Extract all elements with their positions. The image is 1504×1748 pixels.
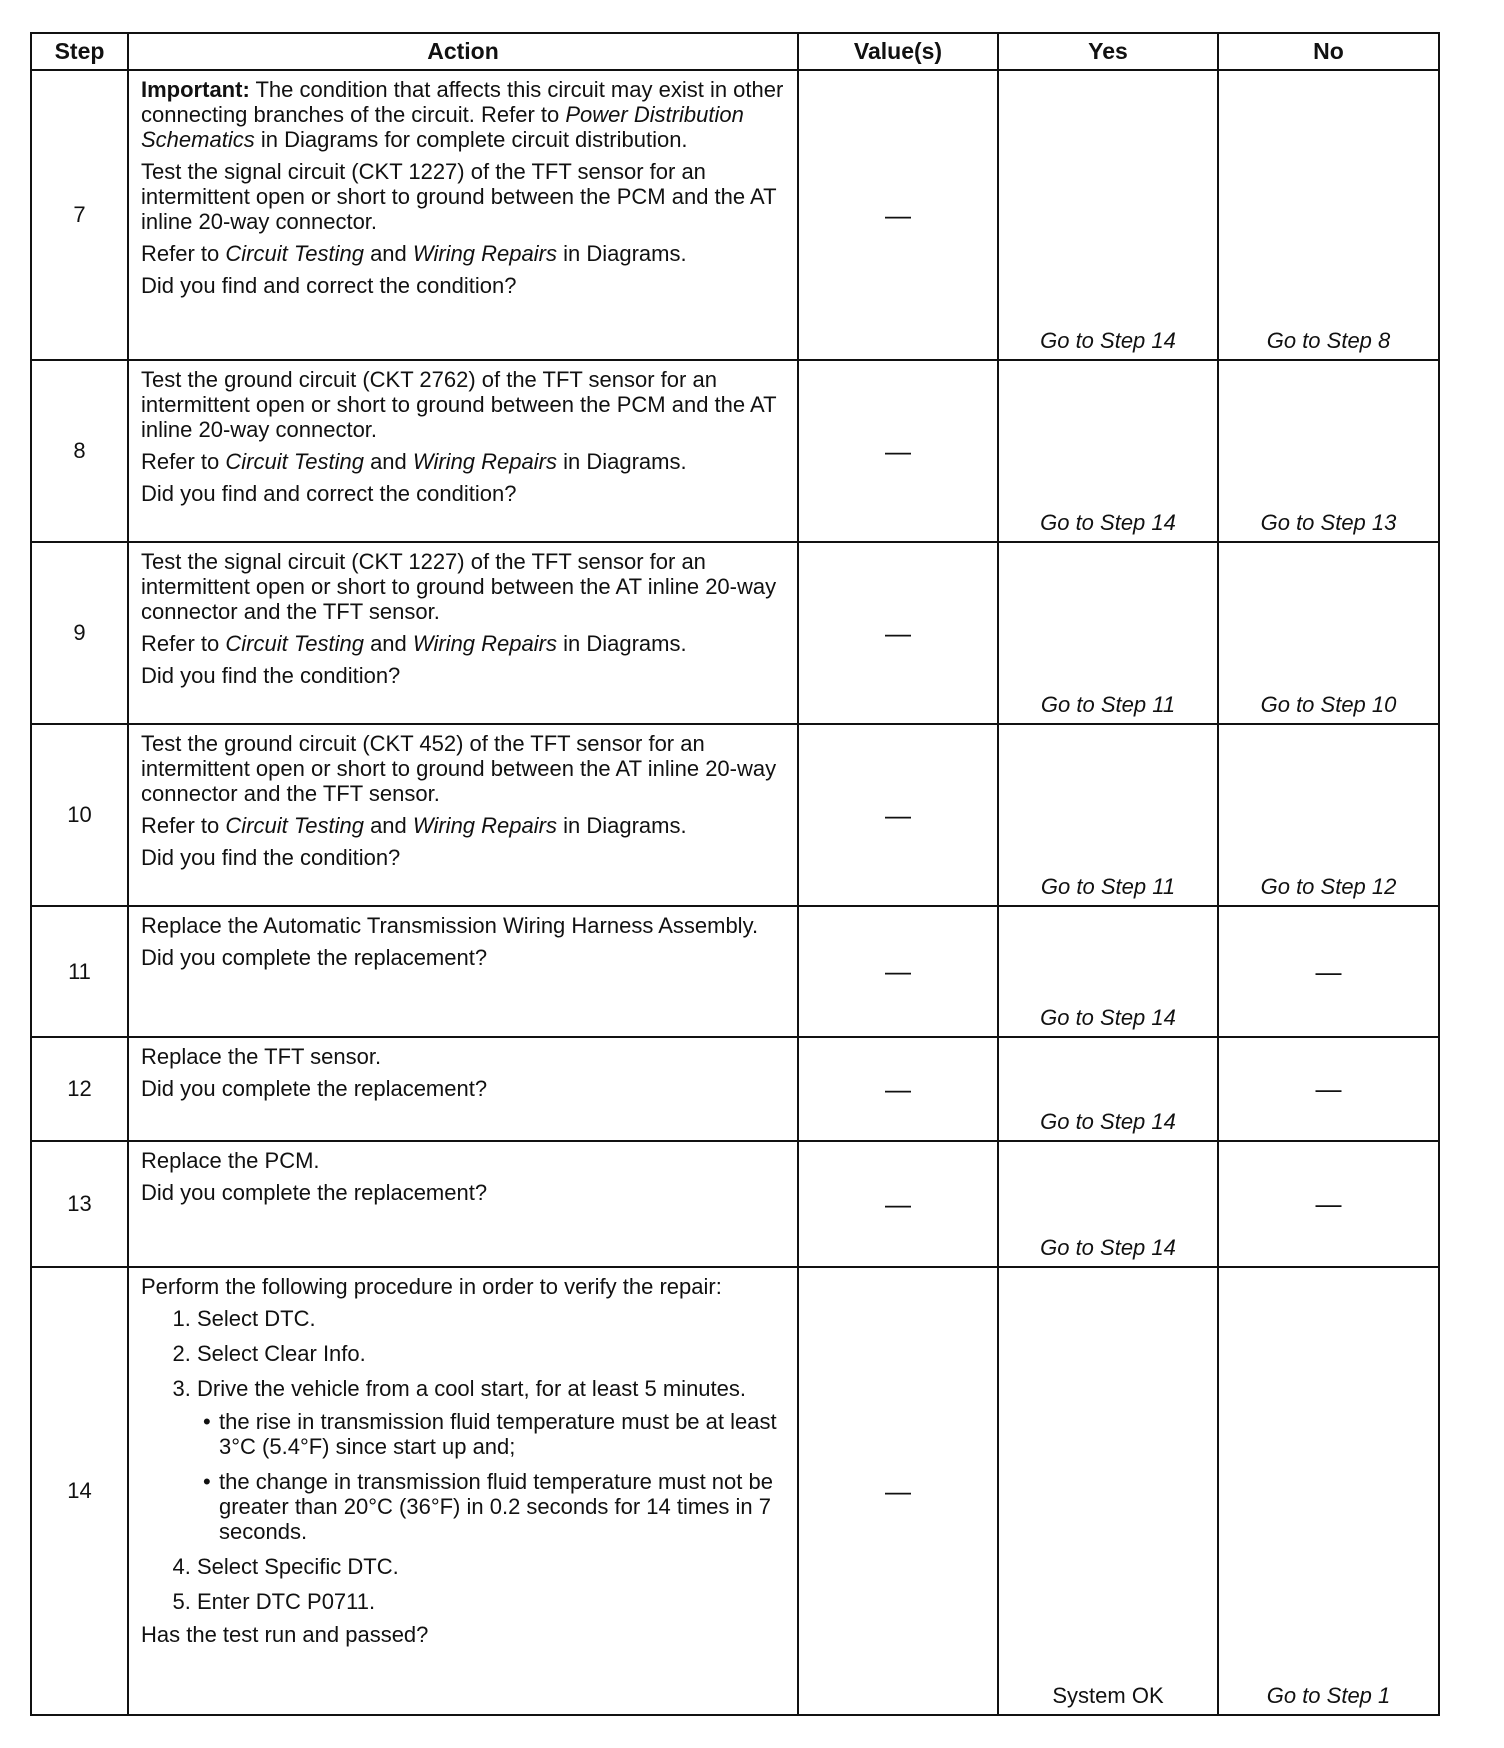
header-action: Action (128, 33, 798, 70)
step-row-9 (31, 542, 1439, 724)
step-row-10 (31, 724, 1439, 906)
yes-goto: Go to Step 14 (1040, 1005, 1176, 1030)
no-cell (1218, 1267, 1439, 1715)
header-values: Value(s) (798, 33, 998, 70)
no-goto: Go to Step 13 (1260, 510, 1397, 535)
question-text: Did you find the condition? (141, 845, 401, 870)
refer-text: Refer to Circuit Testing and Wiring Repairs in Diagrams. (141, 241, 687, 266)
no-dash: — (1315, 1188, 1342, 1219)
no-goto: Go to Step 8 (1266, 328, 1391, 353)
no-cell (1218, 906, 1439, 1037)
value-cell: — (798, 542, 998, 724)
yes-cell (998, 1141, 1218, 1267)
diagnostic-steps-table (30, 32, 1440, 1716)
condition-bullet: • the change in transmission fluid temperature must not be greater than 20°C (36°F) in 0.2 seconds for 14 times in 7 seconds. (203, 1469, 773, 1544)
action-cell (128, 724, 798, 906)
procedure-step: 1. Select DTC. (197, 1306, 787, 1331)
action-cell (128, 1141, 798, 1267)
yes-goto: Go to Step 11 (1040, 692, 1176, 717)
yes-result: System OK (1052, 1683, 1164, 1708)
value-cell: — (798, 906, 998, 1037)
yes-cell (998, 724, 1218, 906)
test-instruction: Test the signal circuit (CKT 1227) of the TFT sensor for an intermittent open or short to ground between the AT inline 20-way connector and the TFT sensor. (141, 549, 777, 624)
value-cell: — (798, 1267, 998, 1715)
procedure-step: 4. Select Specific DTC. (197, 1554, 787, 1579)
bullet-icon: • (203, 1469, 211, 1494)
action-cell (128, 1037, 798, 1141)
action-text: Replace the TFT sensor. (141, 1044, 382, 1069)
step-row-12 (31, 1037, 1439, 1141)
step-number: 11 (31, 906, 128, 1037)
test-instruction: Test the ground circuit (CKT 2762) of the TFT sensor for an intermittent open or short to ground between the PCM and the AT inline 20-way connector. (141, 367, 777, 442)
yes-cell (998, 1267, 1218, 1715)
important-label: Important: (141, 77, 250, 102)
question-text: Did you find the condition? (141, 663, 401, 688)
step-row-7 (31, 70, 1439, 360)
step-row-8 (31, 360, 1439, 542)
yes-cell (998, 1037, 1218, 1141)
important-note: Important: The condition that affects this circuit may exist in other connecting branches of the circuit. Refer to Power Distribution Schematics in Diagrams for complete circuit distribution. (141, 77, 784, 152)
refer-text: Refer to Circuit Testing and Wiring Repairs in Diagrams. (141, 449, 687, 474)
bullet-icon: • (203, 1409, 211, 1434)
action-cell (128, 70, 798, 360)
action-text: Replace the PCM. (141, 1148, 320, 1173)
step-number: 13 (31, 1141, 128, 1267)
procedure-step: 5. Enter DTC P0711. (197, 1589, 787, 1614)
condition-bullet: • the rise in transmission fluid temperature must be at least 3°C (5.4°F) since start up and; (203, 1409, 777, 1459)
no-dash: — (1315, 956, 1342, 986)
test-instruction: Test the signal circuit (CKT 1227) of the TFT sensor for an intermittent open or short to ground between the PCM and the AT inline 20-way connector. (141, 159, 777, 234)
no-goto: Go to Step 1 (1266, 1683, 1391, 1708)
action-cell (128, 1267, 798, 1715)
header-step: Step (31, 33, 128, 70)
value-cell: — (798, 1141, 998, 1267)
no-cell (1218, 360, 1439, 542)
step-number: 7 (31, 70, 128, 360)
question-text: Has the test run and passed? (141, 1622, 429, 1647)
value-cell: — (798, 1037, 998, 1141)
question-text: Did you complete the replacement? (141, 945, 488, 970)
condition-bullets (197, 1409, 787, 1544)
test-instruction: Test the ground circuit (CKT 452) of the TFT sensor for an intermittent open or short to ground between the AT inline 20-way connector and the TFT sensor. (141, 731, 777, 806)
no-dash: — (1315, 1073, 1342, 1104)
yes-cell (998, 542, 1218, 724)
procedure-list (141, 1306, 787, 1614)
value-cell: — (798, 360, 998, 542)
no-cell (1218, 542, 1439, 724)
question-text: Did you find and correct the condition? (141, 273, 517, 298)
action-cell (128, 906, 798, 1037)
no-cell (1218, 70, 1439, 360)
no-cell (1218, 1037, 1439, 1141)
no-cell (1218, 1141, 1439, 1267)
question-text: Did you find and correct the condition? (141, 481, 517, 506)
refer-text: Refer to Circuit Testing and Wiring Repairs in Diagrams. (141, 813, 687, 838)
yes-goto: Go to Step 11 (1040, 874, 1176, 899)
yes-cell (998, 70, 1218, 360)
step-row-14 (31, 1267, 1439, 1715)
step-number: 10 (31, 724, 128, 906)
yes-goto: Go to Step 14 (1040, 1235, 1176, 1260)
value-cell: — (798, 70, 998, 360)
step-number: 8 (31, 360, 128, 542)
step-number: 14 (31, 1267, 128, 1715)
header-yes: Yes (998, 33, 1218, 70)
procedure-step: 3. Drive the vehicle from a cool start, for at least 5 minutes. • the rise in transmission fluid temperature must be at least 3°C (5.4°F) since start up and; • the change in transmission fluid temperature must not be greater than 20°C (36°F) in 0.2 seconds for 14 times in 7 seconds. (197, 1376, 787, 1544)
no-cell (1218, 724, 1439, 906)
yes-goto: Go to Step 14 (1040, 510, 1176, 535)
step-row-11 (31, 906, 1439, 1037)
value-cell: — (798, 724, 998, 906)
yes-cell (998, 360, 1218, 542)
question-text: Did you complete the replacement? (141, 1180, 488, 1205)
refer-text: Refer to Circuit Testing and Wiring Repairs in Diagrams. (141, 631, 687, 656)
header-no: No (1218, 33, 1439, 70)
step-row-13 (31, 1141, 1439, 1267)
action-cell (128, 360, 798, 542)
question-text: Did you complete the replacement? (141, 1076, 488, 1101)
yes-goto: Go to Step 14 (1040, 1109, 1176, 1134)
no-goto: Go to Step 12 (1260, 874, 1397, 899)
step-number: 9 (31, 542, 128, 724)
yes-goto: Go to Step 14 (1040, 328, 1176, 353)
no-goto: Go to Step 10 (1260, 692, 1397, 717)
procedure-step: 2. Select Clear Info. (197, 1341, 787, 1366)
header-row (31, 33, 1439, 70)
power-distribution-schematics-link: Power Distribution Schematics (141, 102, 744, 152)
yes-cell (998, 906, 1218, 1037)
procedure-intro: Perform the following procedure in order to verify the repair: (141, 1274, 722, 1299)
action-text: Replace the Automatic Transmission Wiring Harness Assembly. (141, 913, 759, 938)
action-cell (128, 542, 798, 724)
step-number: 12 (31, 1037, 128, 1141)
